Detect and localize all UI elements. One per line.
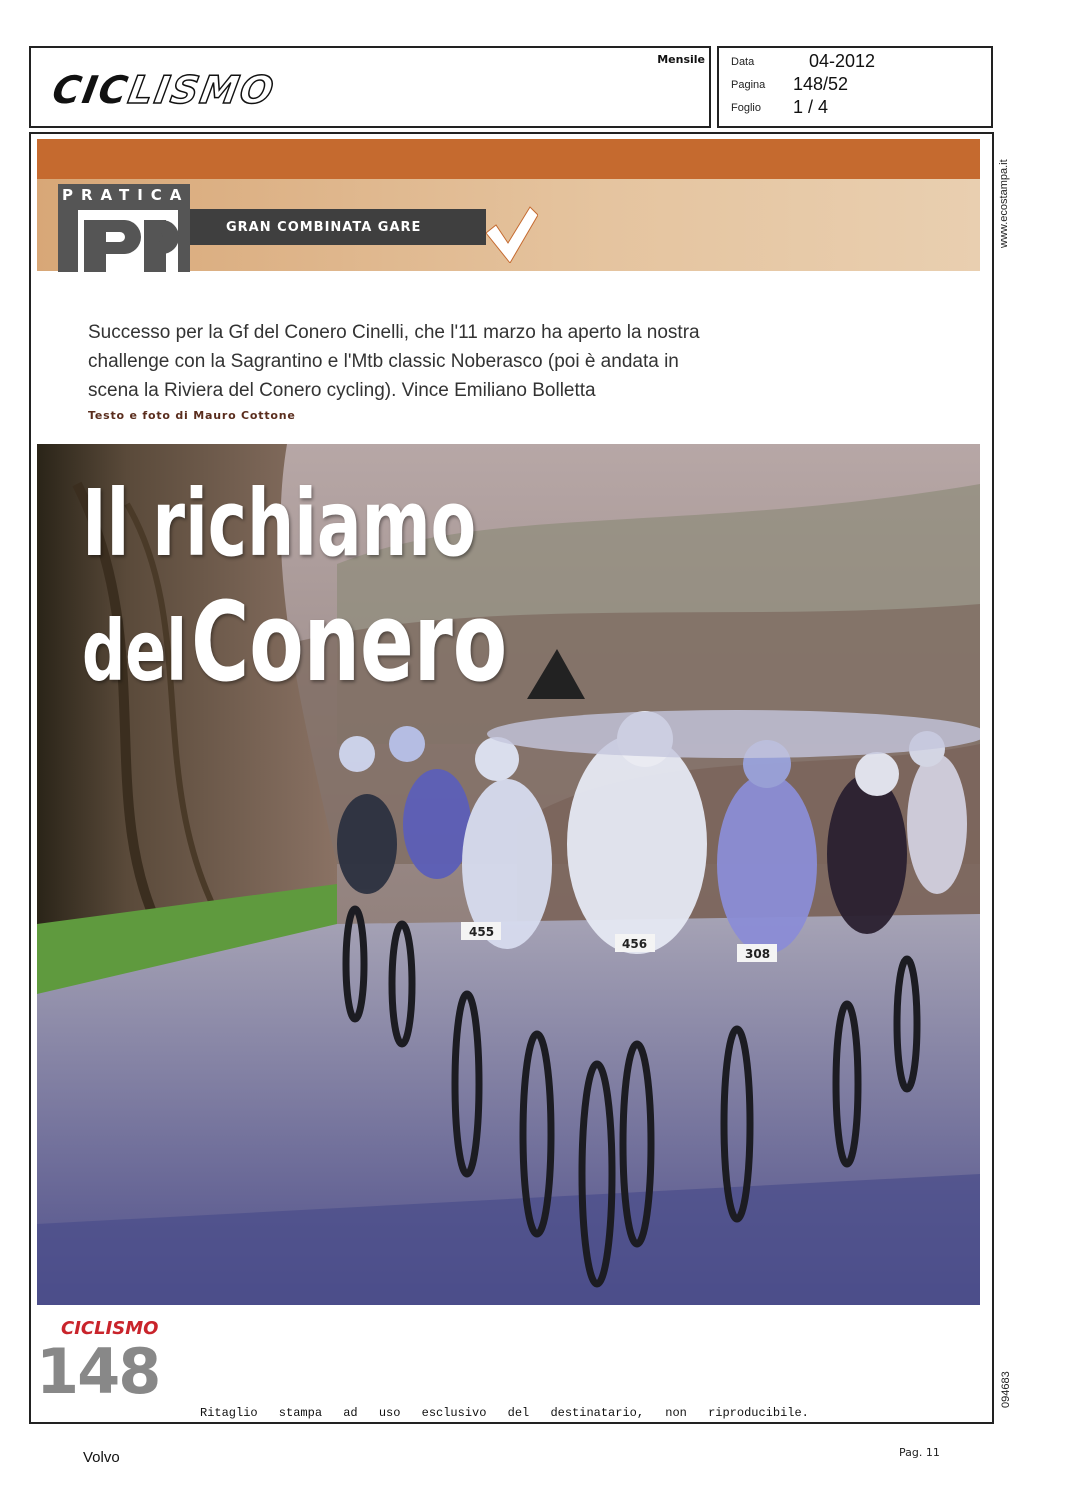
- frequency-label: Mensile: [657, 53, 705, 66]
- bib-455: 455: [469, 925, 495, 939]
- page-label: Pagina: [731, 79, 766, 91]
- header-masthead-box: [29, 46, 711, 128]
- sheet-value: 1 / 4: [793, 97, 829, 117]
- article-title-line1: Il richiamo: [82, 470, 477, 577]
- article-title-line2: [82, 578, 507, 706]
- page-value: 148/52: [793, 74, 849, 94]
- footer-brand: CICLISMO: [61, 1318, 159, 1339]
- article-lead: Successo per la Gf del Conero Cinelli, che l'11 marzo ha aperto la nostra challenge con la Sagrantino e l'Mtb classic Noberasco (poi è andata in scena la Riviera del Conero cycling). Vince Emiliano Bolletta: [88, 322, 700, 401]
- footer-page-number: 148: [36, 1335, 160, 1408]
- title-word-conero: Conero: [191, 578, 508, 706]
- header-meta-box: [717, 46, 993, 128]
- date-label: Data: [731, 56, 755, 68]
- sheet-label: Foglio: [731, 102, 761, 114]
- side-code: 094683: [1000, 1371, 1012, 1408]
- client-name: Volvo: [83, 1449, 120, 1466]
- title-word-del: del: [82, 602, 188, 700]
- rubric-label: GRAN COMBINATA GARE: [226, 220, 422, 235]
- bib-456: 456: [622, 937, 648, 951]
- pag-number: Pag. 11: [899, 1446, 940, 1459]
- clipping-notice: Ritaglio stampa ad uso esclusivo del destinatario, non riproducibile.: [200, 1406, 809, 1420]
- pratica-p-icon: [84, 212, 184, 272]
- side-url: www.ecostampa.it: [998, 159, 1010, 248]
- date-value: 04-2012: [809, 51, 876, 71]
- article-byline: Testo e foto di Mauro Cottone: [88, 409, 296, 422]
- checkmark-icon: [486, 203, 538, 263]
- bib-308: 308: [745, 947, 771, 961]
- ciclismo-logo: CICLISMO: [49, 68, 279, 112]
- pratica-label: PRATICA: [62, 186, 190, 204]
